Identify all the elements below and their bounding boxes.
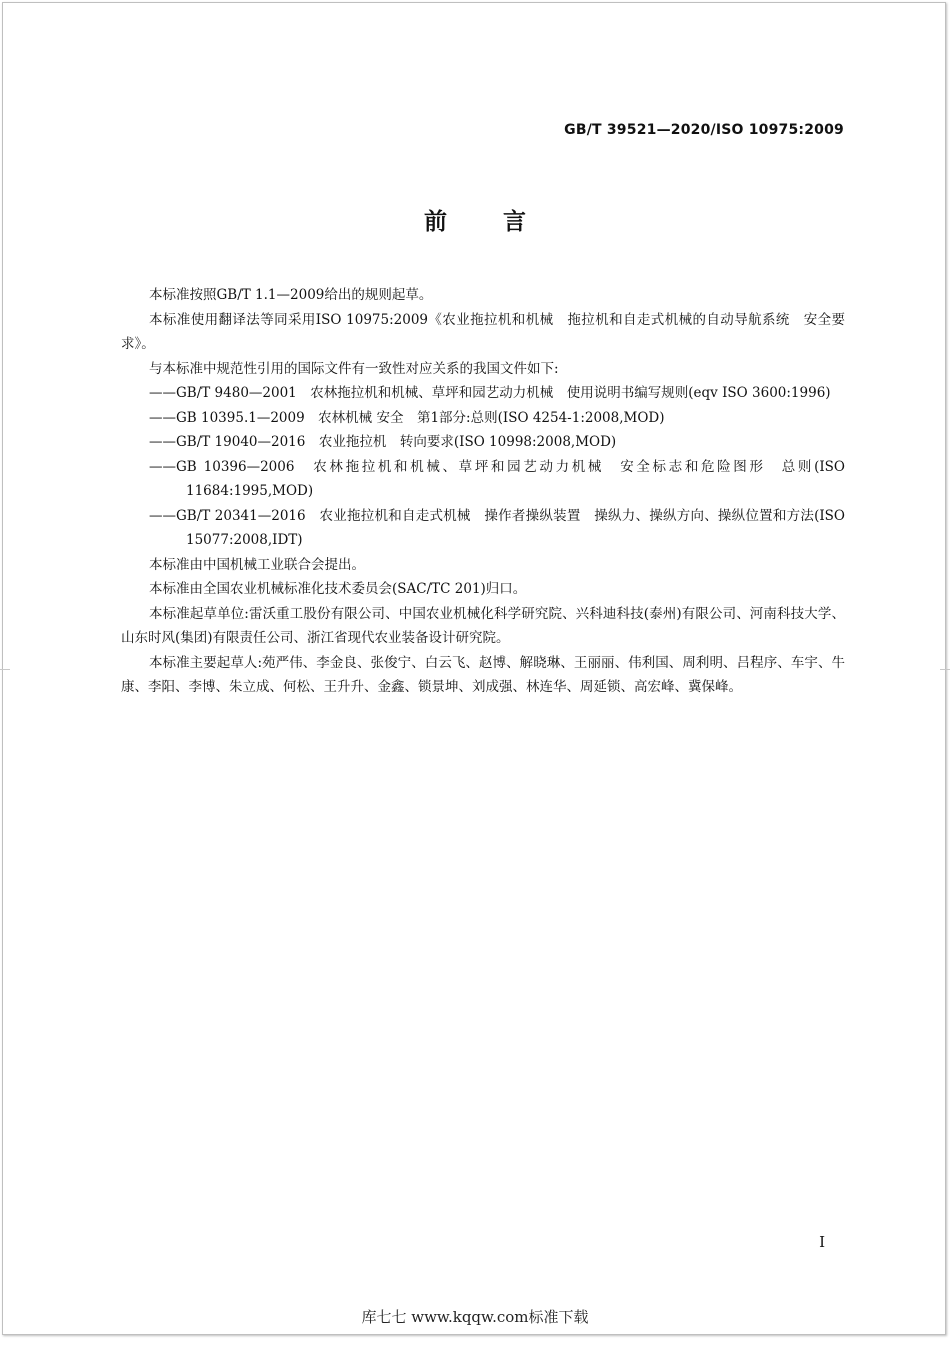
paragraph: 本标准起草单位:雷沃重工股份有限公司、中国农业机械化科学研究院、兴科迪科技(泰州)有限公司、河南科技大学、山东时风(集团)有限责任公司、浙江省现代农业装备设计研究院。 (121, 605, 845, 646)
standard-number: GB/T 39521—2020/ISO 10975:2009 (564, 122, 844, 138)
page-title: 前言 (424, 209, 582, 235)
reference-item: ——GB/T 9480—2001 农林拖拉机和机械、草坪和园艺动力机械 使用说明书编写规则(eqv ISO 3600:1996) (149, 385, 831, 401)
paragraph: 本标准由全国农业机械标准化技术委员会(SAC/TC 201)归口。 (149, 581, 527, 597)
paragraph: 本标准使用翻译法等同采用ISO 10975:2009《农业拖拉机和机械 拖拉机和自走式机械的自动导航系统 安全要求》。 (121, 311, 845, 352)
paragraph: 与本标准中规范性引用的国际文件有一致性对应关系的我国文件如下: (149, 360, 559, 377)
reference-item: ——GB/T 19040—2016 农业拖拉机 转向要求(ISO 10998:2008,MOD) (149, 434, 617, 450)
reference-item: ——GB/T 20341—2016 农业拖拉机和自走式机械 操作者操纵装置 操纵力、操纵方向、操纵位置和方法(ISO 15077:2008,IDT) (149, 507, 845, 548)
reference-item: ——GB 10395.1—2009 农林机械 安全 第1部分:总则(ISO 4254-1:2008,MOD) (149, 409, 665, 426)
paragraph: 本标准按照GB/T 1.1—2009给出的规则起草。 (149, 287, 433, 303)
paragraph: 本标准主要起草人:苑严伟、李金良、张俊宁、白云飞、赵博、解晓琳、王丽丽、伟利国、周利明、吕程序、车宇、牛康、李阳、李博、朱立成、何松、王升升、金鑫、锁景坤、刘成强、林连华、周延锁、高宏峰、冀保峰。 (121, 654, 845, 695)
reference-item: ——GB 10396—2006 农林拖拉机和机械、草坪和园艺动力机械 安全标志和危险图形 总则(ISO 11684:1995,MOD) (149, 458, 845, 499)
page-number: I (819, 1233, 825, 1251)
document-body (121, 283, 845, 700)
paragraph: 本标准由中国机械工业联合会提出。 (149, 556, 365, 573)
left-margin-tick (0, 669, 10, 670)
right-margin-tick (940, 669, 950, 670)
footer-watermark: 库七七 www.kqqw.com标准下载 (361, 1308, 589, 1326)
